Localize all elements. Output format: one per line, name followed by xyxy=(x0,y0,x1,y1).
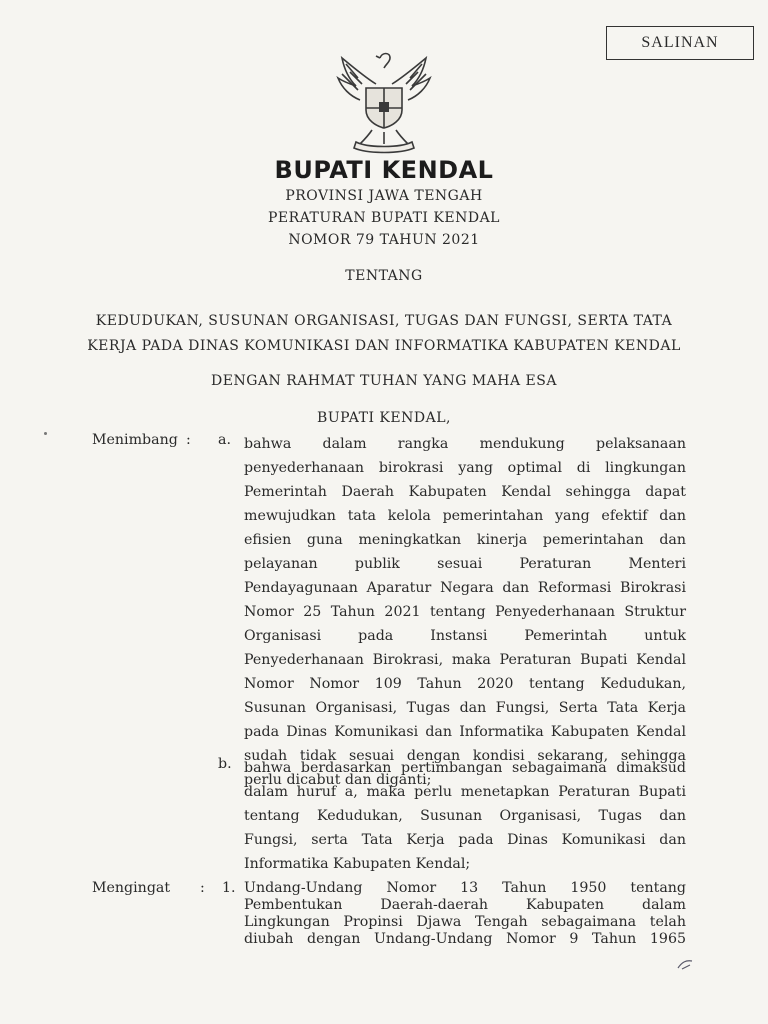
consideration-b xyxy=(244,756,686,876)
text-line: pada Dinas Komunikasi dan Informatika Kabupaten Kendal xyxy=(244,724,686,740)
text-line: tentang Kedudukan, Susunan Organisasi, Tugas dan xyxy=(244,808,686,824)
text-line: Fungsi, serta Tata Kerja pada Dinas Komunikasi dan xyxy=(244,832,686,848)
text-line: Penyederhanaan Birokrasi, maka Peraturan Bupati Kendal xyxy=(244,652,686,668)
text-line: Pendayagunaan Aparatur Negara dan Reformasi Birokrasi xyxy=(244,580,686,596)
menimbang-colon: : xyxy=(186,432,191,448)
text-line: Susunan Organisasi, Tugas dan Fungsi, Serta Tata Kerja xyxy=(244,700,686,716)
mengingat-label: Mengingat xyxy=(92,880,171,896)
text-line: Informatika Kabupaten Kendal; xyxy=(244,856,471,872)
item-marker-a: a. xyxy=(218,432,231,448)
text-line: dalam huruf a, maka perlu menetapkan Peraturan Bupati xyxy=(244,784,686,800)
text-line: Nomor 25 Tahun 2021 tentang Penyederhanaan Struktur xyxy=(244,604,686,620)
subject-line-2: KERJA PADA DINAS KOMUNIKASI DAN INFORMATIKA KABUPATEN KENDAL xyxy=(87,338,681,354)
garuda-pancasila-emblem xyxy=(328,44,440,156)
subject-line-1: KEDUDUKAN, SUSUNAN ORGANISASI, TUGAS DAN FUNGSI, SERTA TATA xyxy=(95,313,673,329)
text-line: Undang-Undang Nomor 13 Tahun 1950 tentang xyxy=(244,880,686,896)
text-line: sudah tidak sesuai dengan kondisi sekarang, sehingga xyxy=(244,748,686,764)
text-line: perlu dicabut dan diganti; xyxy=(244,772,432,788)
text-line: Pembentukan Daerah-daerah Kabupaten dalam xyxy=(244,897,686,913)
text-line: mewujudkan tata kelola pemerintahan yang efektif dan xyxy=(244,508,686,524)
item-marker-1: 1. xyxy=(222,880,236,896)
text-line: bahwa berdasarkan pertimbangan sebagaimana dimaksud xyxy=(244,760,686,776)
regulation-number: NOMOR 79 TAHUN 2021 xyxy=(288,232,480,248)
legal-basis-1 xyxy=(244,880,686,948)
regulation-heading: PERATURAN BUPATI KENDAL xyxy=(268,210,500,226)
official-heading: BUPATI KENDAL, xyxy=(317,410,451,426)
text-line: Nomor Nomor 109 Tahun 2020 tentang Kedudukan, xyxy=(244,676,686,692)
text-line: Lingkungan Propinsi Djawa Tengah sebagaimana telah xyxy=(244,914,686,930)
item-marker-b: b. xyxy=(218,756,232,772)
text-line: penyederhanaan birokrasi yang optimal di lingkungan xyxy=(244,460,686,476)
province-heading: PROVINSI JAWA TENGAH xyxy=(285,188,483,204)
document-title: BUPATI KENDAL xyxy=(274,156,494,184)
text-line: efisien guna meningkatkan kinerja pemerintahan dan xyxy=(244,532,686,548)
text-line: diubah dengan Undang-Undang Nomor 9 Tahun 1965 xyxy=(244,931,686,947)
text-line: pelayanan publik sesuai Peraturan Menteri xyxy=(244,556,686,572)
stamp-label: SALINAN xyxy=(641,34,719,51)
tentang-heading: TENTANG xyxy=(345,268,423,284)
initial-mark-icon xyxy=(676,958,694,972)
mengingat-colon: : xyxy=(200,880,205,896)
text-line: bahwa dalam rangka mendukung pelaksanaan xyxy=(244,436,686,452)
scan-speck xyxy=(44,432,47,435)
blessing-heading: DENGAN RAHMAT TUHAN YANG MAHA ESA xyxy=(211,373,557,389)
text-line: Organisasi pada Instansi Pemerintah untuk xyxy=(244,628,686,644)
salinan-stamp xyxy=(606,26,754,60)
menimbang-label: Menimbang xyxy=(92,432,178,448)
consideration-a xyxy=(244,432,686,792)
text-line: Pemerintah Daerah Kabupaten Kendal sehingga dapat xyxy=(244,484,686,500)
